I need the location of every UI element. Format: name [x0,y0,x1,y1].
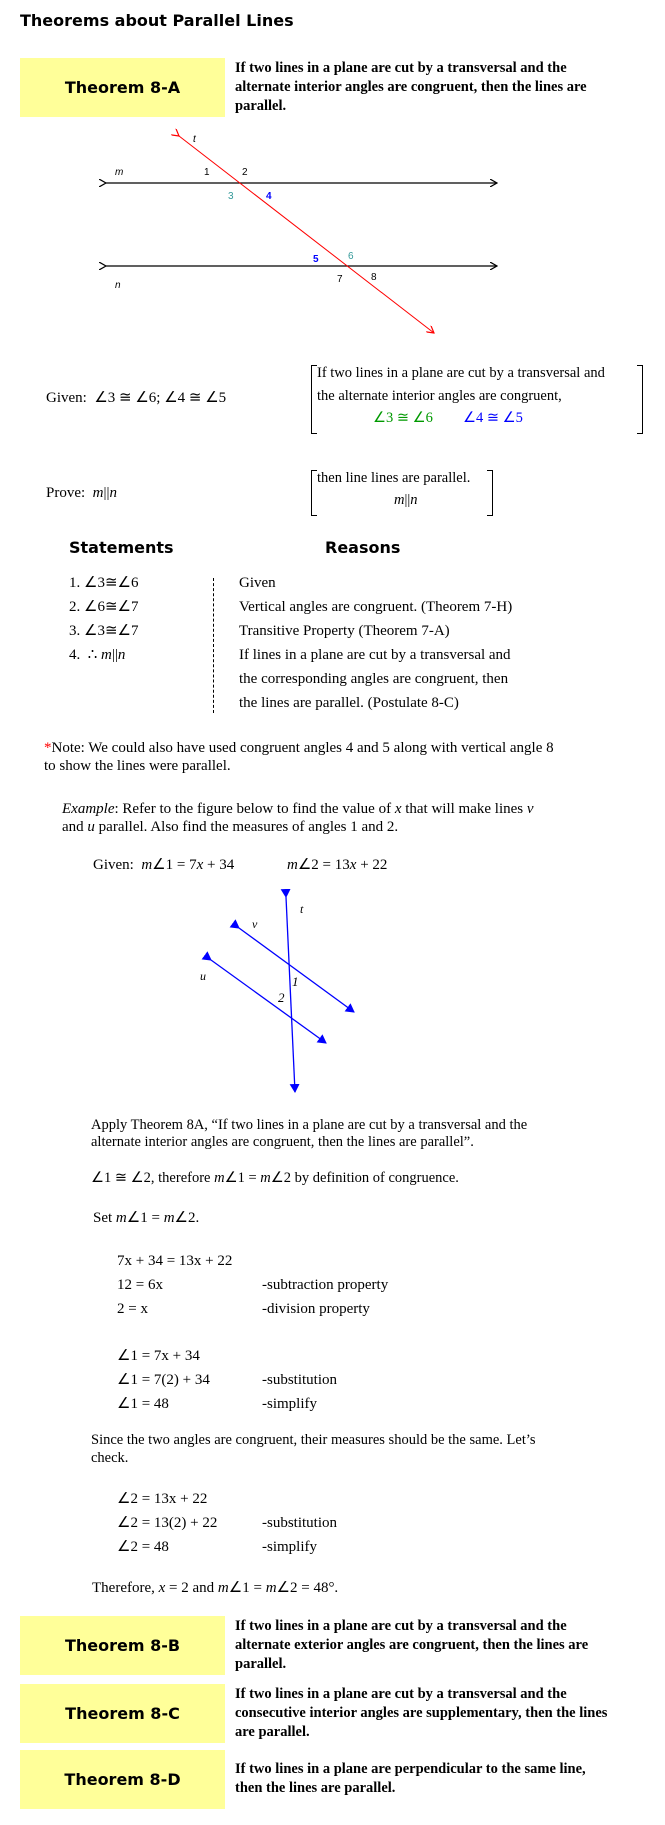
statement-text: ∠3≅∠6 [84,575,139,591]
text: ∠1 = [228,1580,266,1596]
angle-5: 5 [313,254,319,265]
var-x: x [394,801,402,817]
label-v: v [252,917,258,931]
eq: + 22 [356,857,388,873]
step7-eq: ∠2 = 13x + 22 [117,1491,208,1507]
m: m [260,1170,271,1186]
statement-m: m [101,647,112,663]
line-v [239,928,354,1012]
angle-label-2: 2 [278,990,285,1005]
text: ∠1 ≅ ∠2, therefore [91,1170,215,1186]
eq: + 34 [203,857,235,873]
bracket2-line1: then line lines are parallel. [317,470,471,486]
statements-header: Statements [69,538,174,557]
angle-8: 8 [371,272,377,283]
page-title: Theorems about Parallel Lines [20,11,294,30]
transversal-t [179,136,434,333]
statement-2 [69,596,138,619]
step4-eq: ∠1 = 7x + 34 [117,1348,200,1364]
note-star: * [44,740,52,756]
var-u: u [87,819,95,835]
prove-parallel: || [103,485,110,501]
step5-eq: ∠1 = 7(2) + 34 [117,1372,210,1388]
m: m [217,1580,229,1596]
statement-n: n [117,647,126,663]
text: ∠2 = 48°. [276,1580,339,1596]
bracket1-line2: the alternate interior angles are congruent, [317,388,562,404]
angle-label-1: 1 [292,974,299,989]
example-line2 [62,819,398,836]
step8-eq: ∠2 = 13(2) + 22 [117,1515,218,1531]
reason-4-line3: the lines are parallel. (Postulate 8-C) [239,695,459,711]
m: m [141,857,153,873]
theorem-bracket-1 [311,365,643,434]
bracket1-green-congruence: ∠3 ≅ ∠6 [373,410,433,426]
angle-4: 4 [266,191,272,202]
text: ∠2. [174,1210,200,1226]
bracket2-conclusion [394,492,418,509]
check-line2: check. [91,1450,129,1466]
given-value: ∠3 ≅ ∠6; ∠4 ≅ ∠5 [94,390,227,406]
therefore-line [92,1578,338,1597]
m: m [214,1170,225,1186]
proof-divider [213,578,214,713]
reason-2: Vertical angles are congruent. (Theorem 7-H) [239,599,513,615]
note-text: Note: We could also have used congruent angles 4 and 5 along with vertical angle 8 [51,740,554,756]
statement-text: ∠6≅∠7 [84,599,139,615]
transversal-example-figure [180,880,380,1100]
given-equations [93,855,234,874]
angle-3: 3 [228,191,234,202]
congruence-line [91,1170,459,1187]
bracket2-parallel: || [404,492,411,508]
theorem-8a-label: Theorem 8-A [20,58,225,117]
statement-num: 1. [69,575,81,591]
theorem-8b-text: If two lines in a plane are cut by a transversal and the alternate exterior angles are congruent, then the lines are parallel. [235,1618,589,1672]
example-text: : Refer to the figure below to find the value of [114,801,395,817]
statement-parallel: || [111,647,118,663]
statement-4 [69,644,125,667]
given2-label: Given: [93,857,134,873]
theorem-8c-text: If two lines in a plane are cut by a transversal and the consecutive interior angles are supplementary, then the lines are parallel. [235,1686,608,1740]
label-n: n [115,280,121,291]
text: ∠1 = [126,1210,164,1226]
text: ∠2 by definition of congruence. [270,1170,459,1186]
x: x [196,857,204,873]
eq: ∠1 = 7 [152,857,197,873]
label-m: m [115,167,124,178]
set-line [93,1208,199,1227]
x: x [349,857,357,873]
step9-eq: ∠2 = 48 [117,1539,169,1555]
parallel-lines-figure [0,0,665,345]
theorem-8c-label: Theorem 8-C [20,1684,225,1743]
step9-reason: -simplify [262,1539,317,1555]
text: Therefore, [92,1580,159,1596]
theorem-8d-label: Theorem 8-D [20,1750,225,1809]
bracket1-line1: If two lines in a plane are cut by a transversal and [317,365,605,381]
step5-reason: -substitution [262,1372,338,1388]
step2-reason: -subtraction property [262,1277,389,1293]
theorem-bracket-2 [311,470,493,516]
therefore-symbol: ∴ [87,647,98,663]
statement-num: 2. [69,599,81,615]
given-label: Given: [46,390,87,406]
angle-7: 7 [337,274,343,285]
note-line2: to show the lines were parallel. [44,758,231,774]
given-statement [46,388,226,407]
var-v: v [526,801,534,817]
m: m [115,1210,127,1226]
m: m [265,1580,277,1596]
line-t2 [286,897,295,1092]
eq: ∠2 = 13 [297,857,350,873]
theorem-8a-text: If two lines in a plane are cut by a transversal and the alternate interior angles are congruent, then the lines are parallel. [235,60,587,114]
reason-4-line1: If lines in a plane are cut by a transversal and [239,647,511,663]
step6-eq: ∠1 = 48 [117,1396,169,1412]
angle-6: 6 [348,251,354,262]
bracket1-blue-congruence: ∠4 ≅ ∠5 [463,410,523,426]
example-line1 [62,801,534,818]
example-text: that will make lines [401,801,527,817]
apply-line2: alternate interior angles are congruent, then the lines are parallel”. [91,1134,474,1150]
example-text: parallel. Also find the measures of angles 1 and 2. [94,819,399,835]
step2-eq: 12 = 6x [117,1277,163,1293]
reasons-header: Reasons [325,538,401,557]
note-line1 [44,740,554,757]
statement-num: 3. [69,623,81,639]
prove-label: Prove: [46,485,86,501]
bracket2-m: m [394,492,405,508]
reason-1: Given [239,575,276,591]
example-label: Example [62,801,115,817]
step8-reason: -substitution [262,1515,338,1531]
m: m [163,1210,175,1226]
reason-4-line2: the corresponding angles are congruent, then [239,671,509,687]
text: ∠1 = [224,1170,261,1186]
step6-reason: -simplify [262,1396,317,1412]
label-u: u [200,969,206,983]
prove-n: n [109,485,118,501]
given-equation-2 [287,855,387,874]
reason-3: Transitive Property (Theorem 7-A) [239,623,450,639]
statement-num: 4. [69,647,81,663]
line-u [211,960,326,1043]
bracket2-n: n [410,492,418,508]
statement-text: ∠3≅∠7 [84,623,139,639]
label-t: t [193,134,196,145]
x: x [158,1580,166,1596]
label-t2: t [300,902,304,916]
check-line1: Since the two angles are congruent, their measures should be the same. Let’s [91,1432,536,1448]
prove-m: m [92,485,104,501]
angle-1: 1 [204,167,210,178]
step1-eq: 7x + 34 = 13x + 22 [117,1253,233,1269]
apply-line1: Apply Theorem 8A, “If two lines in a plane are cut by a transversal and the [91,1117,528,1133]
statement-3 [69,620,138,643]
theorem-8d-text: If two lines in a plane are perpendicular to the same line, then the lines are parallel. [235,1761,586,1796]
text: Set [93,1210,116,1226]
m: m [287,857,298,873]
step3-eq: 2 = x [117,1301,148,1317]
theorem-8b-label: Theorem 8-B [20,1616,225,1675]
text: = 2 and [165,1580,218,1596]
statement-1 [69,572,138,595]
example-text: and [62,819,88,835]
angle-2: 2 [242,167,248,178]
step3-reason: -division property [262,1301,370,1317]
prove-statement [46,485,117,502]
